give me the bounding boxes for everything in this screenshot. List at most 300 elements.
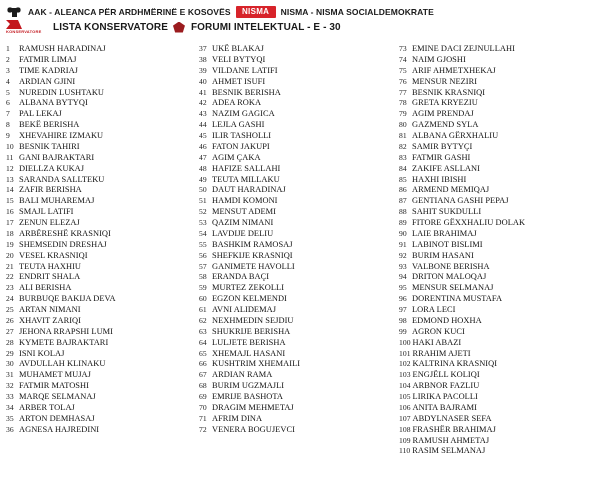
candidate-number: 76 bbox=[399, 76, 407, 86]
candidate-name: FATMIR LIMAJ bbox=[19, 54, 77, 64]
candidate-entry[interactable] bbox=[6, 164, 197, 175]
candidate-name: ISNI KOLAJ bbox=[19, 348, 65, 358]
candidate-name: NAIM GJOSHI bbox=[412, 54, 466, 64]
candidate-entry[interactable] bbox=[199, 218, 397, 229]
candidate-name: HAMDI KOMONI bbox=[212, 196, 278, 206]
candidate-number: 75 bbox=[399, 65, 407, 75]
candidate-entry[interactable] bbox=[399, 88, 601, 99]
candidate-entry[interactable] bbox=[399, 240, 601, 251]
candidate-entry[interactable] bbox=[199, 240, 397, 251]
candidate-name: SMAJL LATIFI bbox=[19, 207, 74, 217]
candidate-name: GAZMEND SYLA bbox=[412, 120, 479, 130]
candidate-name: LIRIKA PACOLLI bbox=[412, 392, 478, 401]
candidate-name: BESNIK BERISHA bbox=[212, 87, 281, 97]
candidate-entry[interactable] bbox=[199, 77, 397, 88]
candidate-entry[interactable] bbox=[6, 327, 197, 338]
candidate-name: FATON JAKUPI bbox=[212, 141, 270, 151]
candidate-entry[interactable] bbox=[6, 77, 197, 88]
candidate-entry[interactable] bbox=[199, 66, 397, 77]
candidate-entry[interactable] bbox=[399, 120, 601, 131]
candidate-entry[interactable] bbox=[6, 251, 197, 262]
candidate-number: 53 bbox=[199, 218, 207, 227]
candidate-entry[interactable] bbox=[399, 283, 601, 294]
candidate-number: 68 bbox=[199, 381, 207, 391]
candidate-number: 101 bbox=[399, 348, 411, 358]
candidate-name: LAIE BRAHIMAJ bbox=[412, 228, 477, 238]
candidate-number: 27 bbox=[6, 326, 14, 336]
candidate-name: ENGJËLL KOLIQI bbox=[412, 370, 480, 380]
candidate-number: 30 bbox=[6, 359, 14, 369]
candidate-name: EMRIJE BASHOTA bbox=[212, 392, 283, 401]
candidate-name: AGRON KUCI bbox=[412, 326, 465, 336]
candidate-name: VELI BYTYQI bbox=[212, 54, 266, 64]
candidate-entry[interactable] bbox=[6, 403, 197, 414]
candidate-entry[interactable] bbox=[199, 131, 397, 142]
candidate-number: 95 bbox=[399, 283, 407, 293]
candidate-number: 74 bbox=[399, 54, 407, 64]
candidate-entry[interactable] bbox=[199, 338, 397, 349]
candidate-number: 97 bbox=[399, 305, 407, 314]
candidate-entry[interactable] bbox=[399, 359, 601, 370]
candidate-entry[interactable] bbox=[399, 207, 601, 218]
candidate-number: 42 bbox=[199, 98, 207, 108]
candidate-name: MENSUR SELMANAJ bbox=[412, 283, 494, 293]
candidate-number: 104 bbox=[399, 381, 411, 391]
candidate-number: 83 bbox=[399, 152, 407, 162]
candidate-entry[interactable] bbox=[199, 305, 397, 316]
candidate-entry[interactable] bbox=[399, 370, 601, 381]
candidate-entry[interactable] bbox=[399, 44, 601, 55]
candidate-name: ABDYLNASER SEFA bbox=[412, 413, 492, 423]
candidate-name: ARTAN NIMANI bbox=[19, 305, 81, 314]
candidate-number: 35 bbox=[6, 413, 14, 423]
candidate-name: ARDIAN RAMA bbox=[212, 370, 273, 380]
candidate-number: 46 bbox=[199, 141, 207, 151]
candidate-entry[interactable] bbox=[6, 142, 197, 153]
candidate-entry[interactable] bbox=[399, 164, 601, 175]
candidate-name: ALBANA GËRXHALIU bbox=[412, 131, 499, 140]
candidate-entry[interactable] bbox=[199, 175, 397, 186]
candidate-name: LORA LECI bbox=[412, 305, 456, 314]
nisma-logo-icon: NISMA bbox=[236, 6, 276, 18]
candidate-number: 55 bbox=[199, 239, 207, 249]
candidate-name: ZAKIFE ASLLANI bbox=[412, 163, 480, 173]
candidate-number: 52 bbox=[199, 207, 207, 217]
candidate-entry[interactable] bbox=[6, 338, 197, 349]
candidate-name: JEHONA RRAPSHI LUMI bbox=[19, 326, 114, 336]
candidate-name: QAZIM NIMANI bbox=[212, 218, 274, 227]
candidate-name: ZENUN ELEZAJ bbox=[19, 218, 80, 227]
candidate-entry[interactable] bbox=[6, 120, 197, 131]
candidate-number: 91 bbox=[399, 239, 407, 249]
candidate-number: 49 bbox=[199, 174, 207, 184]
candidate-entry[interactable] bbox=[199, 316, 397, 327]
candidate-entry[interactable] bbox=[399, 218, 601, 229]
candidate-number: 69 bbox=[199, 392, 207, 401]
candidate-name: BURIM HASANI bbox=[412, 250, 474, 260]
candidate-entry[interactable] bbox=[199, 196, 397, 207]
candidate-entry[interactable] bbox=[399, 414, 601, 425]
candidate-entry[interactable] bbox=[199, 153, 397, 164]
candidate-name: RAMUSH HARADINAJ bbox=[19, 44, 106, 53]
candidate-entry[interactable] bbox=[199, 185, 397, 196]
candidate-name: BURBUQE BAKIJA DEVA bbox=[19, 294, 116, 304]
candidate-entry[interactable] bbox=[6, 272, 197, 283]
candidate-number: 65 bbox=[199, 348, 207, 358]
candidate-entry[interactable] bbox=[399, 436, 601, 447]
candidate-entry[interactable] bbox=[399, 109, 601, 120]
candidate-entry[interactable] bbox=[399, 98, 601, 109]
candidate-name: MUHAMET MUJAJ bbox=[19, 370, 91, 380]
aak-party-label: AAK - ALEANCA PËR ARDHMËRINË E KOSOVËS bbox=[28, 6, 231, 17]
candidate-number: 106 bbox=[399, 402, 411, 412]
candidate-number: 57 bbox=[199, 261, 207, 271]
candidate-entry[interactable] bbox=[199, 392, 397, 403]
candidate-name: ARBËRESHË KRASNIQI bbox=[19, 228, 111, 238]
candidate-name: SHEMSEDIN DRESHAJ bbox=[19, 239, 107, 249]
candidate-column-2 bbox=[197, 44, 397, 480]
candidate-entry[interactable] bbox=[6, 283, 197, 294]
candidate-name: KALTRINA KRASNIQI bbox=[412, 359, 498, 369]
candidate-name: EMINE DACI ZEJNULLAHI bbox=[412, 44, 515, 53]
candidate-name: DIELLZA KUKAJ bbox=[19, 163, 85, 173]
candidate-number: 78 bbox=[399, 98, 407, 108]
candidate-number: 50 bbox=[199, 185, 207, 195]
candidate-name: AGIM PRENDAJ bbox=[412, 109, 474, 119]
candidate-entry[interactable] bbox=[199, 425, 397, 436]
candidate-number: 1 bbox=[6, 44, 10, 53]
candidate-entry[interactable] bbox=[399, 55, 601, 66]
candidate-entry[interactable] bbox=[399, 425, 601, 436]
candidate-name: BASHKIM RAMOSAJ bbox=[212, 239, 293, 249]
candidate-number: 82 bbox=[399, 141, 407, 151]
candidate-entry[interactable] bbox=[6, 207, 197, 218]
candidate-entry[interactable] bbox=[399, 316, 601, 327]
candidate-entry[interactable] bbox=[399, 251, 601, 262]
candidate-number: 61 bbox=[199, 305, 207, 314]
candidate-entry[interactable] bbox=[199, 44, 397, 55]
candidate-name: FRASHËR BRAHIMAJ bbox=[412, 424, 496, 434]
candidate-number: 23 bbox=[6, 283, 14, 293]
candidate-number: 102 bbox=[399, 359, 411, 369]
candidate-entry[interactable] bbox=[199, 109, 397, 120]
candidate-entry[interactable] bbox=[6, 218, 197, 229]
candidate-number: 103 bbox=[399, 370, 411, 380]
candidate-number: 72 bbox=[199, 424, 207, 434]
candidate-number: 11 bbox=[6, 152, 14, 162]
candidate-entry[interactable] bbox=[199, 349, 397, 360]
candidate-number: 51 bbox=[199, 196, 207, 206]
candidate-entry[interactable] bbox=[399, 196, 601, 207]
candidate-number: 45 bbox=[199, 131, 207, 140]
candidate-entry[interactable] bbox=[199, 120, 397, 131]
candidate-entry[interactable] bbox=[199, 272, 397, 283]
candidate-number: 87 bbox=[399, 196, 407, 206]
candidate-entry[interactable] bbox=[399, 66, 601, 77]
candidate-number: 99 bbox=[399, 326, 407, 336]
candidate-number: 47 bbox=[199, 152, 207, 162]
candidate-name: NAZIM GAGICA bbox=[212, 109, 275, 119]
candidate-number: 108 bbox=[399, 424, 411, 434]
candidate-entry[interactable] bbox=[199, 327, 397, 338]
candidate-entry[interactable] bbox=[399, 153, 601, 164]
candidate-number: 3 bbox=[6, 65, 10, 75]
candidate-name: LAVDIJE DELIU bbox=[212, 228, 274, 238]
candidate-number: 66 bbox=[199, 359, 207, 369]
candidate-entry[interactable] bbox=[199, 207, 397, 218]
candidate-name: ALBANA BYTYQI bbox=[19, 98, 88, 108]
candidate-entry[interactable] bbox=[6, 229, 197, 240]
candidate-name: SAHIT SUKDULLI bbox=[412, 207, 482, 217]
candidate-name: SARANDA SALLTEKU bbox=[19, 174, 105, 184]
candidate-name: AFRIM DINA bbox=[212, 413, 263, 423]
candidate-number: 56 bbox=[199, 250, 207, 260]
candidate-name: GRETA KRYEZIU bbox=[412, 98, 478, 108]
candidate-name: ALI BERISHA bbox=[19, 283, 72, 293]
candidate-name: MENSUT ADEMI bbox=[212, 207, 276, 217]
candidate-name: TEUTA HAXHIU bbox=[19, 261, 82, 271]
candidate-entry[interactable] bbox=[6, 66, 197, 77]
candidate-column-3 bbox=[397, 44, 601, 480]
candidate-name: ARMEND MEMIQAJ bbox=[412, 185, 490, 195]
konservatore-label: LISTA KONSERVATORE bbox=[53, 21, 168, 33]
candidate-name: GENTIANA GASHI PEPAJ bbox=[412, 196, 509, 206]
candidate-name: ILIR TASHOLLI bbox=[212, 131, 272, 140]
candidate-name: NUREDIN LUSHTAKU bbox=[19, 87, 105, 97]
candidate-entry[interactable] bbox=[399, 142, 601, 153]
candidate-entry[interactable] bbox=[399, 131, 601, 142]
candidate-entry[interactable] bbox=[199, 414, 397, 425]
candidate-entry[interactable] bbox=[199, 229, 397, 240]
candidate-name: ARTON DEMHASAJ bbox=[19, 413, 95, 423]
candidate-name: RASIM SELMANAJ bbox=[412, 446, 486, 456]
candidate-entry[interactable] bbox=[6, 44, 197, 55]
candidate-number: 77 bbox=[399, 87, 407, 97]
candidate-number: 67 bbox=[199, 370, 207, 380]
candidate-name: ADEA ROKA bbox=[212, 98, 262, 108]
candidate-name: XHAVIT ZARIQI bbox=[19, 315, 81, 325]
candidate-number: 21 bbox=[6, 261, 14, 271]
candidate-entry[interactable] bbox=[6, 392, 197, 403]
candidate-entry[interactable] bbox=[199, 251, 397, 262]
candidate-number: 64 bbox=[199, 337, 207, 347]
candidate-number: 54 bbox=[199, 228, 207, 238]
candidate-entry[interactable] bbox=[6, 262, 197, 273]
candidate-number: 16 bbox=[6, 207, 14, 217]
candidate-name: ZAFIR BERISHA bbox=[19, 185, 82, 195]
candidate-number: 93 bbox=[399, 261, 407, 271]
candidate-name: DRITON MALOQAJ bbox=[412, 272, 487, 282]
candidate-name: LEJLA GASHI bbox=[212, 120, 265, 130]
candidate-name: ARDIAN GJINI bbox=[19, 76, 76, 86]
candidate-number: 9 bbox=[6, 131, 10, 140]
candidate-entry[interactable] bbox=[399, 327, 601, 338]
candidate-entry[interactable] bbox=[6, 175, 197, 186]
candidate-name: BURIM UGZMAJLI bbox=[212, 381, 285, 391]
candidate-name: AVDULLAH KLINAKU bbox=[19, 359, 106, 369]
candidate-name: EDMOND HOXHA bbox=[412, 315, 482, 325]
candidate-name: VESEL KRASNIQI bbox=[19, 250, 88, 260]
candidate-number: 17 bbox=[6, 218, 14, 227]
candidate-entry[interactable] bbox=[199, 381, 397, 392]
candidate-name: BEKË BERISHA bbox=[19, 120, 80, 130]
candidate-number: 105 bbox=[399, 392, 411, 401]
candidate-number: 33 bbox=[6, 392, 14, 401]
candidate-name: SHUKRIJE BERISHA bbox=[212, 326, 291, 336]
candidate-entry[interactable] bbox=[199, 142, 397, 153]
candidate-entry[interactable] bbox=[399, 349, 601, 360]
candidate-entry[interactable] bbox=[199, 370, 397, 381]
candidate-name: KUSHTRIM XHEMAILI bbox=[212, 359, 301, 369]
candidate-number: 41 bbox=[199, 87, 207, 97]
candidate-entry[interactable] bbox=[399, 294, 601, 305]
candidate-entry[interactable] bbox=[399, 262, 601, 273]
candidate-entry[interactable] bbox=[6, 414, 197, 425]
candidate-entry[interactable] bbox=[6, 88, 197, 99]
candidate-number: 92 bbox=[399, 250, 407, 260]
candidate-number: 98 bbox=[399, 315, 407, 325]
candidate-entry[interactable] bbox=[199, 262, 397, 273]
candidate-number: 19 bbox=[6, 239, 14, 249]
candidate-name: RAMUSH AHMETAJ bbox=[412, 435, 490, 445]
candidate-number: 89 bbox=[399, 218, 407, 227]
candidate-entry[interactable] bbox=[399, 403, 601, 414]
candidate-name: ARBER TOLAJ bbox=[19, 402, 75, 412]
candidate-entry[interactable] bbox=[399, 392, 601, 403]
candidate-entry[interactable] bbox=[399, 381, 601, 392]
candidate-number: 15 bbox=[6, 196, 14, 206]
candidate-name: DAUT HARADINAJ bbox=[212, 185, 286, 195]
candidate-number: 73 bbox=[399, 44, 407, 53]
candidate-entry[interactable] bbox=[6, 153, 197, 164]
candidate-number: 10 bbox=[6, 141, 14, 151]
candidate-number: 71 bbox=[199, 413, 207, 423]
candidate-number: 18 bbox=[6, 228, 14, 238]
candidate-name: ANITA BAJRAMI bbox=[412, 402, 477, 412]
candidate-entry[interactable] bbox=[6, 294, 197, 305]
candidate-number: 5 bbox=[6, 87, 10, 97]
candidate-entry[interactable] bbox=[6, 240, 197, 251]
candidate-name: MENSUR NEZIRI bbox=[412, 76, 478, 86]
aak-eagle-icon bbox=[6, 5, 23, 18]
candidate-name: AGIM ÇAKA bbox=[212, 152, 261, 162]
candidate-entry[interactable] bbox=[199, 55, 397, 66]
candidate-columns bbox=[0, 44, 601, 480]
candidate-column-1 bbox=[0, 44, 197, 480]
candidate-name: XHEMAJL HASANI bbox=[212, 348, 286, 358]
candidate-entry[interactable] bbox=[399, 185, 601, 196]
candidate-name: VENERA BOGUJEVCI bbox=[212, 424, 295, 434]
candidate-name: RRAHIM AJETI bbox=[412, 348, 471, 358]
candidate-number: 20 bbox=[6, 250, 14, 260]
candidate-entry[interactable] bbox=[399, 229, 601, 240]
candidate-entry[interactable] bbox=[6, 359, 197, 370]
candidate-number: 96 bbox=[399, 294, 407, 304]
candidate-number: 60 bbox=[199, 294, 207, 304]
candidate-name: AGNESA HAJREDINI bbox=[19, 424, 100, 434]
candidate-entry[interactable] bbox=[399, 175, 601, 186]
candidate-entry[interactable] bbox=[6, 370, 197, 381]
candidate-entry[interactable] bbox=[399, 338, 601, 349]
candidate-entry[interactable] bbox=[6, 131, 197, 142]
candidate-number: 28 bbox=[6, 337, 14, 347]
candidate-number: 44 bbox=[199, 120, 207, 130]
candidate-entry[interactable] bbox=[6, 98, 197, 109]
candidate-name: XHEVAHIRE IZMAKU bbox=[19, 131, 104, 140]
candidate-name: ERANDA BAÇI bbox=[212, 272, 270, 282]
candidate-name: MURTEZ ZEKOLLI bbox=[212, 283, 285, 293]
candidate-number: 37 bbox=[199, 44, 207, 53]
candidate-name: DORENTINA MUSTAFA bbox=[412, 294, 503, 304]
candidate-name: DRAGIM MEHMETAJ bbox=[212, 402, 294, 412]
candidate-number: 31 bbox=[6, 370, 14, 380]
candidate-number: 26 bbox=[6, 315, 14, 325]
candidate-entry[interactable] bbox=[6, 55, 197, 66]
candidate-entry[interactable] bbox=[6, 305, 197, 316]
candidate-name: KYMETE BAJRAKTARI bbox=[19, 337, 109, 347]
candidate-entry[interactable] bbox=[6, 196, 197, 207]
candidate-number: 24 bbox=[6, 294, 14, 304]
candidate-number: 107 bbox=[399, 413, 411, 423]
candidate-entry[interactable] bbox=[6, 316, 197, 327]
candidate-name: AHMET ISUFI bbox=[212, 76, 266, 86]
candidate-name: SAMIR BYTYÇI bbox=[412, 141, 473, 151]
candidate-name: VILDANE LATIFI bbox=[212, 65, 278, 75]
candidate-number: 36 bbox=[6, 424, 14, 434]
candidate-name: TEUTA MILLAKU bbox=[212, 174, 280, 184]
candidate-number: 8 bbox=[6, 120, 10, 130]
candidate-number: 79 bbox=[399, 109, 407, 119]
candidate-number: 29 bbox=[6, 348, 14, 358]
candidate-number: 32 bbox=[6, 381, 14, 391]
candidate-name: BALI MUHAREMAJ bbox=[19, 196, 95, 206]
candidate-entry[interactable] bbox=[399, 446, 601, 457]
candidate-entry[interactable] bbox=[6, 185, 197, 196]
candidate-name: SHEFKIJE KRASNIQI bbox=[212, 250, 293, 260]
candidate-number: 88 bbox=[399, 207, 407, 217]
candidate-name: NEXHMEDIN SEJDIU bbox=[212, 315, 294, 325]
candidate-name: BESNIK KRASNIQI bbox=[412, 87, 486, 97]
candidate-number: 84 bbox=[399, 163, 407, 173]
candidate-entry[interactable] bbox=[6, 109, 197, 120]
candidate-name: ARBNOR FAZLIU bbox=[412, 381, 480, 391]
candidate-name: GANI BAJRAKTARI bbox=[19, 152, 95, 162]
candidate-number: 100 bbox=[399, 337, 411, 347]
candidate-number: 86 bbox=[399, 185, 407, 195]
candidate-entry[interactable] bbox=[399, 305, 601, 316]
candidate-entry[interactable] bbox=[6, 381, 197, 392]
candidate-entry[interactable] bbox=[199, 98, 397, 109]
candidate-entry[interactable] bbox=[199, 294, 397, 305]
candidate-entry[interactable] bbox=[199, 88, 397, 99]
candidate-entry[interactable] bbox=[199, 283, 397, 294]
candidate-entry[interactable] bbox=[199, 164, 397, 175]
candidate-entry[interactable] bbox=[399, 77, 601, 88]
candidate-number: 94 bbox=[399, 272, 407, 282]
candidate-number: 81 bbox=[399, 131, 407, 140]
candidate-number: 34 bbox=[6, 402, 14, 412]
candidate-entry[interactable] bbox=[199, 359, 397, 370]
candidate-entry[interactable] bbox=[6, 425, 197, 436]
candidate-name: ENDRIT SHALA bbox=[19, 272, 81, 282]
candidate-number: 38 bbox=[199, 54, 207, 64]
candidate-entry[interactable] bbox=[199, 403, 397, 414]
candidate-number: 14 bbox=[6, 185, 14, 195]
forumi-logo-icon bbox=[173, 21, 186, 34]
candidate-name: FITORE GËXXHALIU DOLAK bbox=[412, 218, 526, 227]
candidate-entry[interactable] bbox=[6, 349, 197, 360]
candidate-entry[interactable] bbox=[399, 272, 601, 283]
